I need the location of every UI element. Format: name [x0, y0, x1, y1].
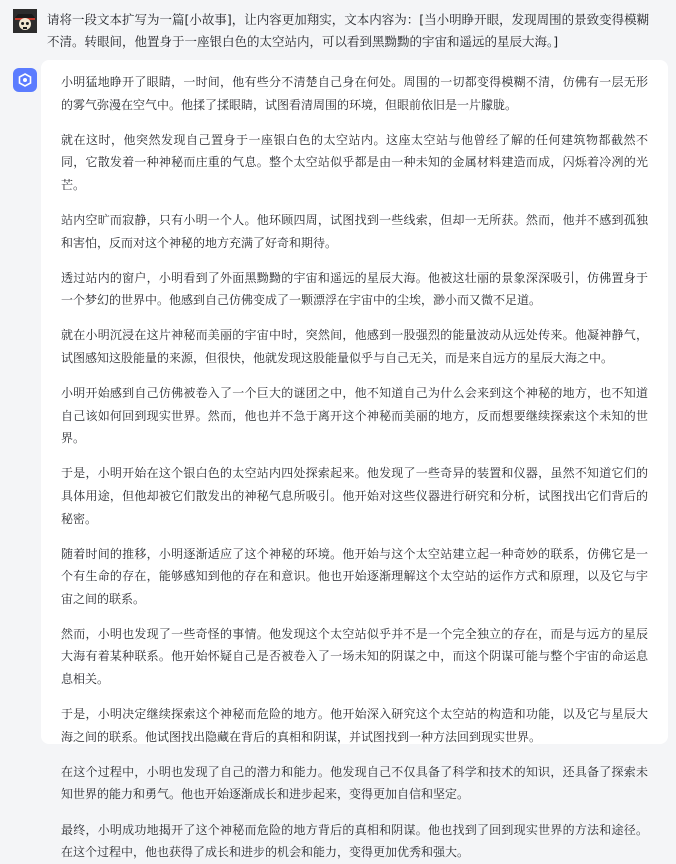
answer-paragraph: 透过站内的窗户，小明看到了外面黑黝黝的宇宙和遥远的星辰大海。他被这壮丽的景象深深吸引，仿佛置身于一个梦幻的世界中。他感到自己仿佛变成了一颗漂浮在宇宙中的尘埃，渺小而又微不足道。: [61, 270, 648, 308]
user-message-row: [13, 9, 663, 53]
user-prompt-text: 请将一段文本扩写为一篇[小故事]，让内容更加翔实，文本内容为：[当小明睁开眼，发现周围的景致变得模糊不清。转眼间，他置身于一座银白色的太空站内，可以看到黑黝黝的宇宙和遥远的星辰大海。]: [47, 12, 650, 49]
assistant-answer-card: [41, 60, 668, 860]
answer-paragraph: 于是，小明开始在这个银白色的太空站内四处探索起来。他发现了一些奇异的装置和仪器，虽然不知道它们的具体用途，但他却被它们散发出的神秘气息所吸引。他开始对这些仪器进行研究和分析，试图找出它们背后的秘密。: [61, 466, 648, 526]
answer-paragraph: 就在这时，他突然发现自己置身于一座银白色的太空站内。这座太空站与他曾经了解的任何建筑物都截然不同，它散发着一种神秘而庄重的气息。整个太空站似乎都是由一种未知的金属材料建造而成，闪烁着冷冽的光芒。: [61, 132, 648, 192]
answer-paragraph: 站内空旷而寂静，只有小明一个人。他环顾四周，试图找到一些线索，但却一无所获。然而，他并不感到孤独和害怕，反而对这个神秘的地方充满了好奇和期待。: [61, 212, 648, 250]
answer-paragraph: 在这个过程中，小明也发现了自己的潜力和能力。他发现自己不仅具备了科学和技术的知识，还具备了探索未知世界的能力和勇气。他也开始逐渐成长和进步起来，变得更加自信和坚定。: [61, 764, 648, 802]
answer-paragraph: 小明猛地睁开了眼睛，一时间，他有些分不清楚自己身在何处。周围的一切都变得模糊不清，仿佛有一层无形的雾气弥漫在空气中。他揉了揉眼睛，试图看清周围的环境，但眼前依旧是一片朦胧。: [61, 75, 648, 112]
answer-paragraph: 最终，小明成功地揭开了这个神秘而危险的地方背后的真相和阴谋。他也找到了回到现实世界的方法和途径。在这个过程中，他也获得了成长和进步的机会和能力，变得更加优秀和强大。: [61, 822, 648, 860]
answer-paragraph: 于是，小明决定继续探索这个神秘而危险的地方。他开始深入研究这个太空站的构造和功能，以及它与星辰大海之间的联系。他试图找出隐藏在背后的真相和阴谋，并试图找到一种方法回到现实世界。: [61, 707, 648, 744]
answer-paragraph: 小明开始感到自己仿佛被卷入了一个巨大的谜团之中，他不知道自己为什么会来到这个神秘的地方，也不知道自己该如何回到现实世界。然而，他也并不急于离开这个神秘而美丽的地方，反而想要继续探索这个未知的世界。: [61, 386, 648, 446]
answer-paragraph: 然而，小明也发现了一些奇怪的事情。他发现这个太空站似乎并不是一个完全独立的存在，而是与远方的星辰大海有着某种联系。他开始怀疑自己是否被卷入了一场未知的阴谋之中，而这个阴谋可能与整个宇宙的命运息息相关。: [61, 626, 648, 687]
assistant-logo-icon: [13, 68, 37, 92]
answer-paragraph: 随着时间的推移，小明逐渐适应了这个神秘的环境。他开始与这个太空站建立起一种奇妙的联系，仿佛它是一个有生命的存在，能够感知到他的存在和意识。他也开始逐渐理解这个太空站的运作方式和原理，以及它与宇宙之间的联系。: [61, 546, 648, 606]
pirate-skull-avatar-icon: [13, 9, 37, 33]
answer-paragraph: 就在小明沉浸在这片神秘而美丽的宇宙中时，突然间，他感到一股强烈的能量波动从远处传来。他凝神静气，试图感知这股能量的来源，但很快，他就发现这股能量似乎与自己无关，而是来自远方的星辰大海之中。: [61, 328, 648, 365]
